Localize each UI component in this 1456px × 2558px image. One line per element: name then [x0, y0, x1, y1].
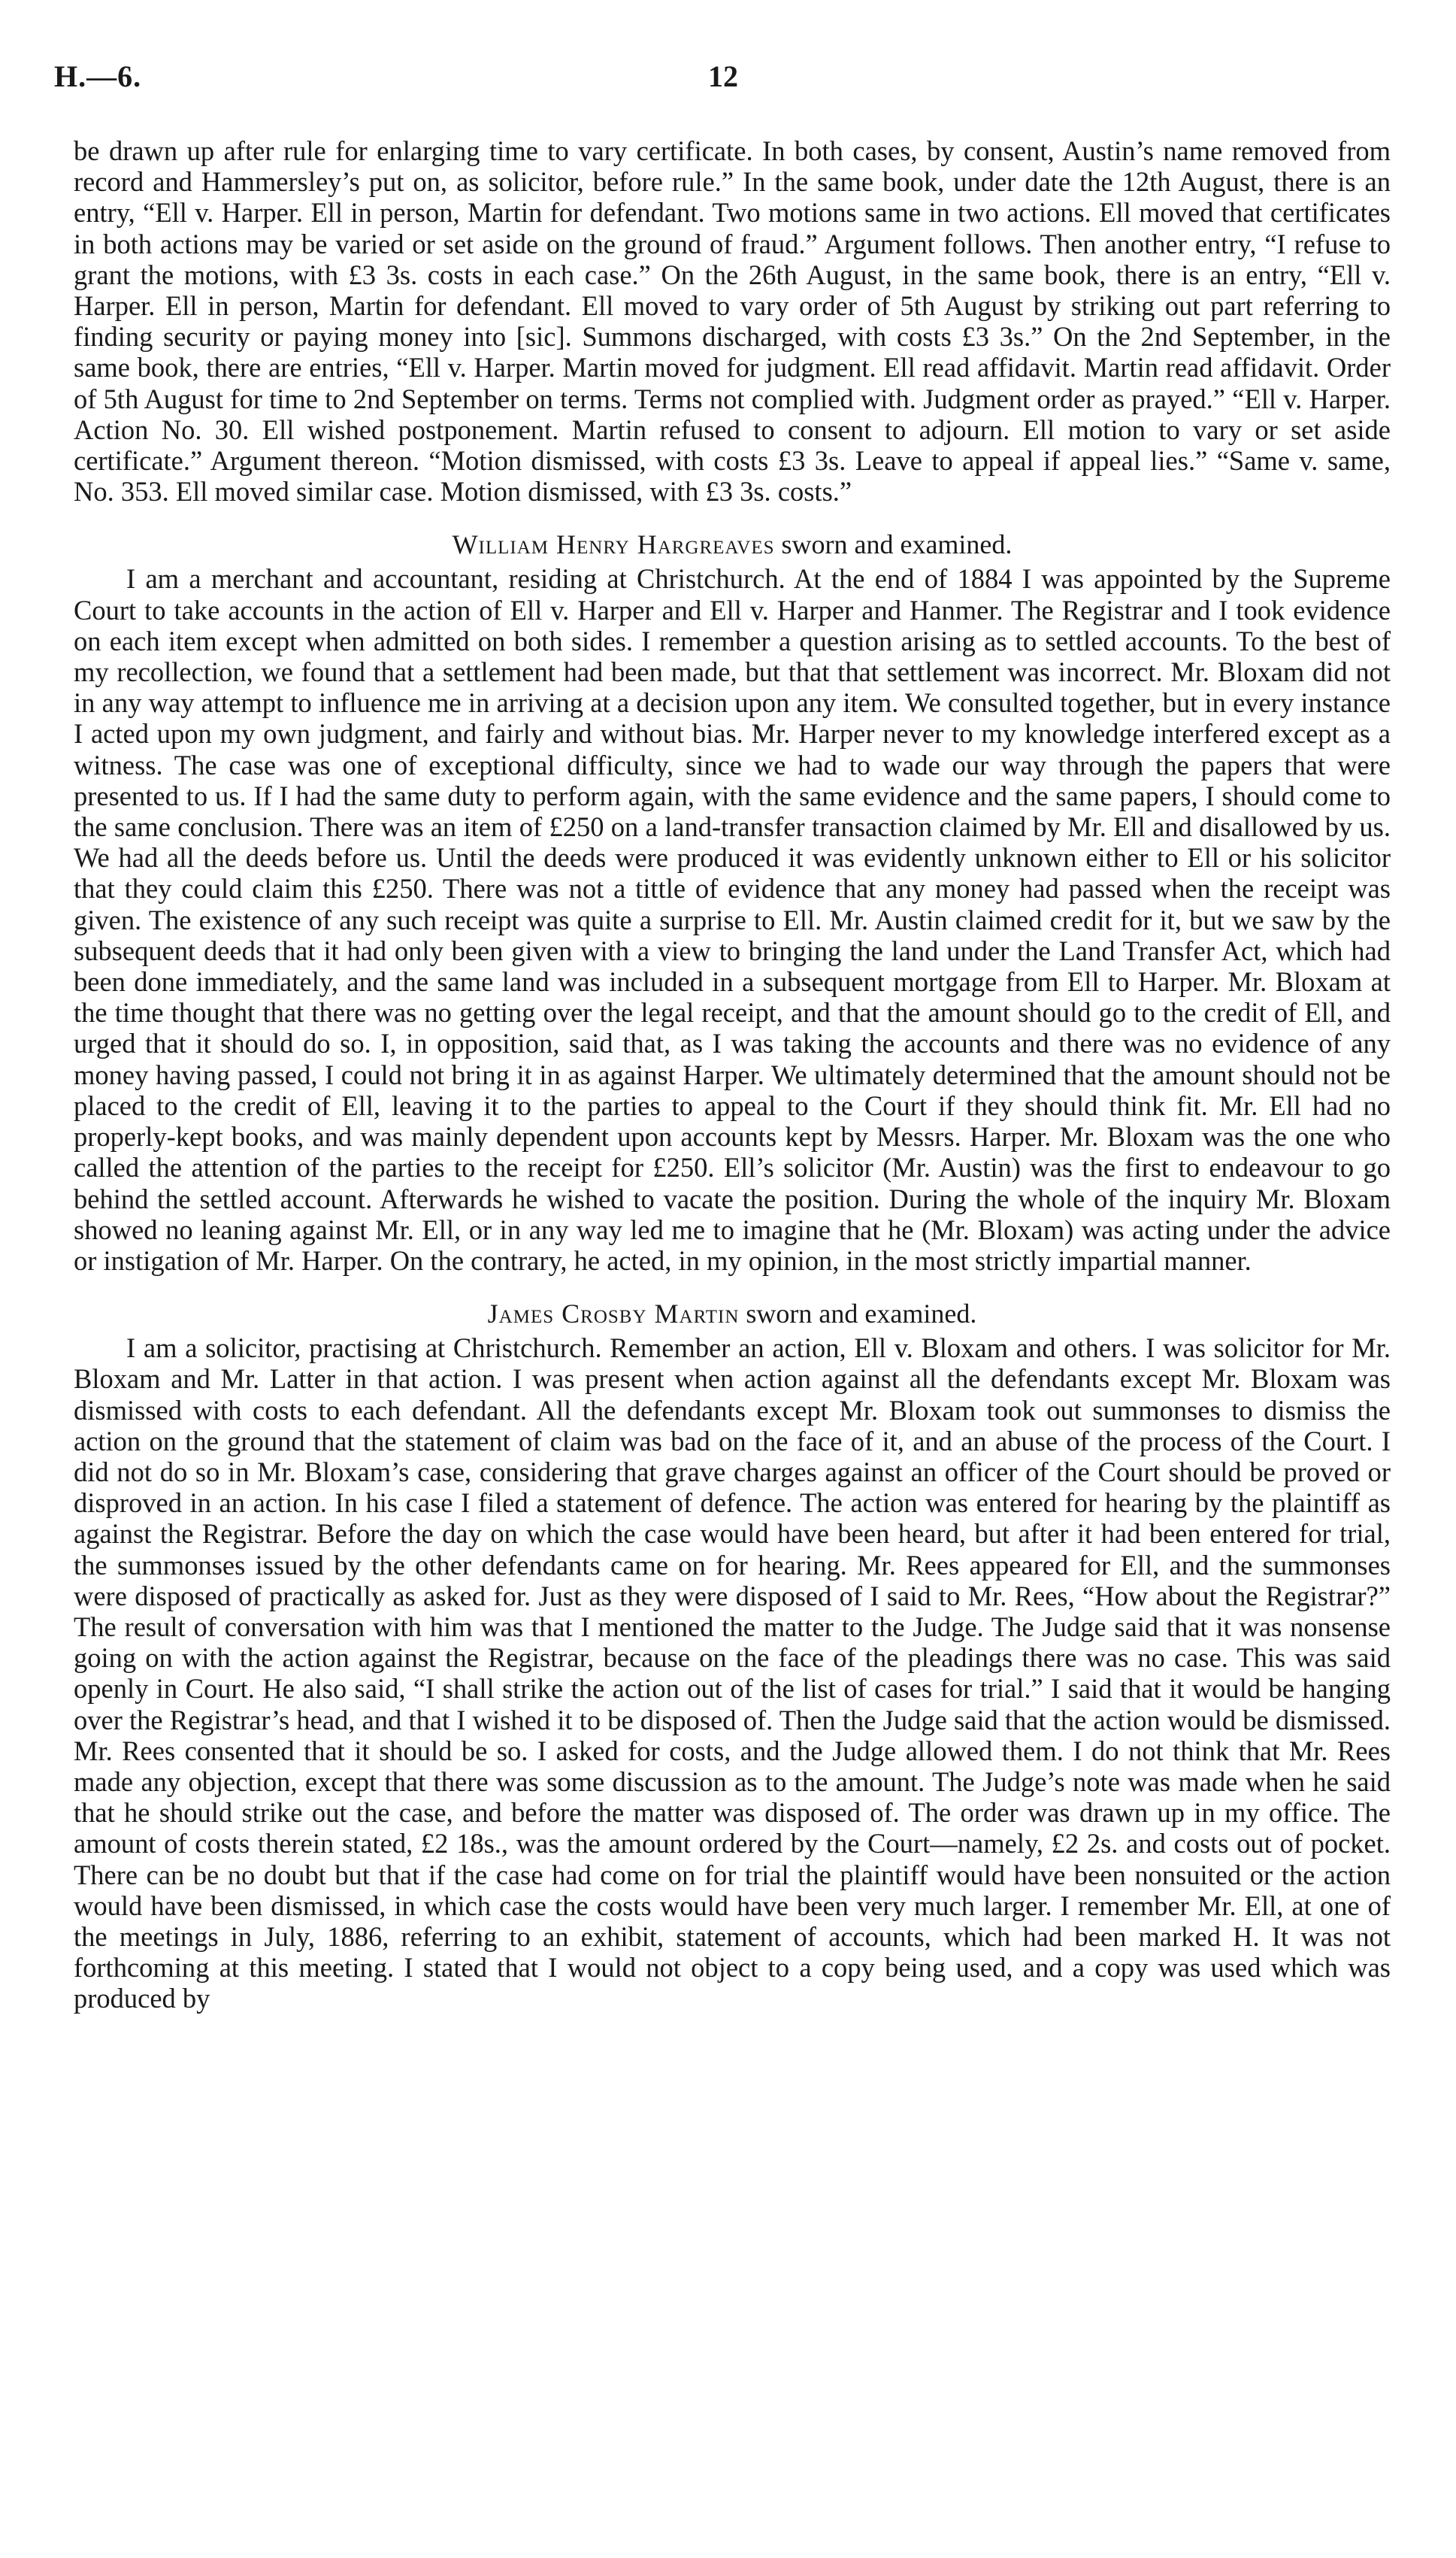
page-number: 12 — [708, 59, 738, 93]
witness-heading-martin — [74, 1299, 1391, 1329]
testimony-hargreaves: I am a merchant and accountant, residing at Christchurch. At the end of 1884 I was appointed by the Supreme Court to take accounts in the action of Ell v. Harper and Ell v. Harper and Hanmer. The Registrar and I took evidence on each item except when admitted on both sides. I remember a question arising as to settled accounts. To the best of my recollection, we found that a settlement had been made, but that that settlement was incorrect. Mr. Bloxam did not in any way attempt to influence me in arriving at a decision upon any item. We consulted together, but in every instance I acted upon my own judgment, and fairly and without bias. Mr. Harper never to my knowledge interfered except as a witness. The case was one of exceptional difficulty, since we had to wade our way through the papers that were presented to us. If I had the same duty to perform again, with the same evidence and the same papers, I should come to the same conclusion. There was an item of £250 on a land-transfer transaction claimed by Mr. Ell and disallowed by us. We had all the deeds before us. Until the deeds were produced it was evidently unknown either to Ell or his solicitor that they could claim this £250. There was not a tittle of evidence that any money had passed when the receipt was given. The existence of any such receipt was quite a surprise to Ell. Mr. Austin claimed credit for it, but we saw by the subsequent deeds that it had only been given with a view to bringing the land under the Land Transfer Act, which had been done immediately, and the same land was included in a subsequent mortgage from Ell to Harper. Mr. Bloxam at the time thought that there was no getting over the legal receipt, and that the amount should go to the credit of Ell, and urged that it should do so. I, in opposition, said that, as I was taking the accounts and there was no evidence of any money having passed, I could not bring it in as against Harper. We ultimately determined that the amount should not be placed to the credit of Ell, leaving it to the parties to appeal to the Court if they should think fit. Mr. Ell had no properly-kept books, and was mainly dependent upon accounts kept by Messrs. Harper. Mr. Bloxam was the one who called the attention of the parties to the receipt for £250. Ell’s solicitor (Mr. Austin) was the first to endeavour to go behind the settled account. Afterwards he wished to vacate the position. During the whole of the inquiry Mr. Bloxam showed no leaning against Mr. Ell, or in any way led me to imagine that he (Mr. Bloxam) was acting under the advice or instigation of Mr. Harper. On the contrary, he acted, in my opinion, in the most strictly impartial manner. — [74, 563, 1391, 1276]
document-id: H.—6. — [54, 59, 142, 93]
heading-suffix: sworn and examined. — [774, 529, 1013, 560]
testimony-martin: I am a solicitor, practising at Christchurch. Remember an action, Ell v. Bloxam and others. I was solicitor for Mr. Bloxam and Mr. Latter in that action. I was present when action against all the defendants except Mr. Bloxam was dismissed with costs to each defendant. All the defendants except Mr. Bloxam took out summonses to dismiss the action on the ground that the statement of claim was bad on the face of it, and an abuse of the process of the Court. I did not do so in Mr. Bloxam’s case, considering that grave charges against an officer of the Court should be proved or disproved in an action. In his case I filed a statement of defence. The action was entered for hearing by the plaintiff as against the Registrar. Before the day on which the case would have been heard, but after it had been entered for trial, the summonses issued by the other defendants came on for hearing. Mr. Rees appeared for Ell, and the summonses were disposed of practically as asked for. Just as they were disposed of I said to Mr. Rees, “How about the Registrar?” The result of conversation with him was that I mentioned the matter to the Judge. The Judge said that it was nonsense going on with the action against the Registrar, because on the face of the pleadings there was no case. This was said openly in Court. He also said, “I shall strike the action out of the list of cases for trial.” I said that it would be hanging over the Registrar’s head, and that I wished it to be disposed of. Then the Judge said that the action would be dismissed. Mr. Rees consented that it should be so. I asked for costs, and the Judge allowed them. I do not think that Mr. Rees made any objection, except that there was some discussion as to the amount. The Judge’s note was made when he said that he should strike out the case, and before the matter was disposed of. The order was drawn up in my office. The amount of costs therein stated, £2 18s., was the amount ordered by the Court—namely, £2 2s. and costs out of pocket. There can be no doubt but that if the case had come on for trial the plaintiff would have been nonsuited or the action would have been dismissed, in which case the costs would have been very much larger. I remember Mr. Ell, at one of the meetings in July, 1886, referring to an exhibit, statement of accounts, which had been marked H. It was not forthcoming at this meeting. I stated that I would not object to a copy being used, and a copy was used which was produced by — [74, 1332, 1391, 2014]
body-text — [74, 135, 1391, 2014]
continuation-paragraph: be drawn up after rule for enlarging time to vary certificate. In both cases, by consent, Austin’s name removed from record and Hammersley’s put on, as solicitor, before rule.” In the same book, under date the 12th August, there is an entry, “Ell v. Harper. Ell in person, Martin for defendant. Two motions same in two actions. Ell moved that certificates in both actions may be varied or set aside on the ground of fraud.” Argument follows. Then another entry, “I refuse to grant the motions, with £3 3s. costs in each case.” On the 26th August, in the same book, there is an entry, “Ell v. Harper. Ell in person, Martin for defendant. Ell moved to vary order of 5th August by striking out part referring to finding security or paying money into [sic]. Summons discharged, with costs £3 3s.” On the 2nd September, in the same book, there are entries, “Ell v. Harper. Martin moved for judgment. Ell read affidavit. Martin read affidavit. Order of 5th August for time to 2nd September on terms. Terms not complied with. Judgment order as prayed.” “Ell v. Harper. Action No. 30. Ell wished postponement. Martin refused to consent to adjourn. Ell motion to vary or set aside certificate.” Argument thereon. “Motion dismissed, with costs £3 3s. Leave to appeal if appeal lies.” “Same v. same, No. 353. Ell moved similar case. Motion dismissed, with £3 3s. costs.” — [74, 135, 1391, 508]
page-header — [54, 59, 1407, 104]
heading-suffix: sworn and examined. — [739, 1299, 977, 1329]
witness-name: James Crosby Martin — [487, 1299, 740, 1329]
witness-name: William Henry Hargreaves — [452, 529, 775, 560]
witness-heading-hargreaves — [74, 529, 1391, 560]
